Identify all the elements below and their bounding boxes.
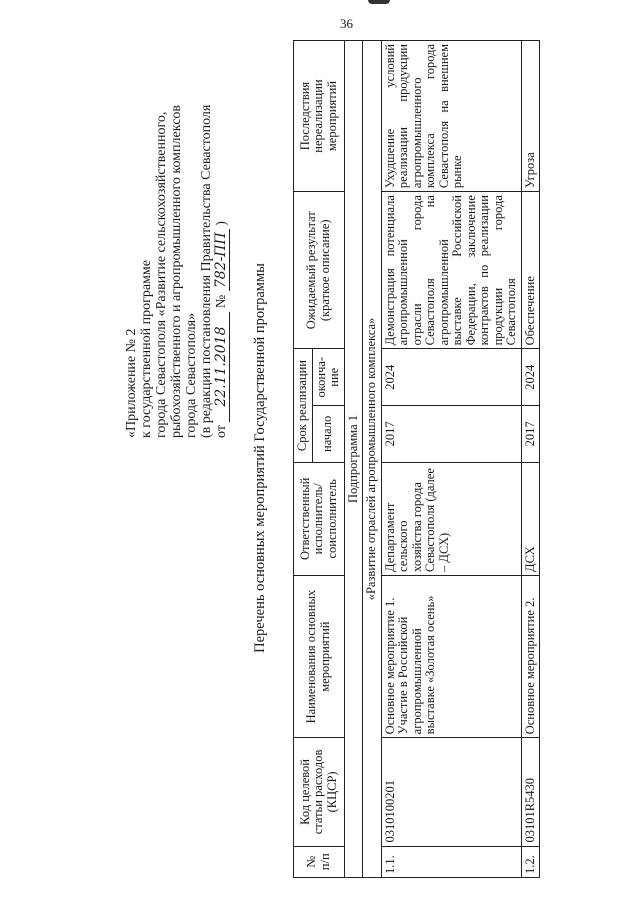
row-start: 2017 xyxy=(381,406,521,463)
table-row xyxy=(521,41,540,878)
table-title: Перечень основных мероприятий Государственной программы xyxy=(252,263,268,653)
header-name: Наименования основных мероприятий xyxy=(294,575,345,737)
subprogram-row xyxy=(344,41,363,878)
scan-artifact xyxy=(368,0,390,4)
rotated-document xyxy=(12,38,622,878)
header-result: Ожидаемый результат (краткое описание) xyxy=(294,192,345,349)
page-number: 36 xyxy=(340,16,353,31)
appendix-date-line xyxy=(214,105,230,438)
measures-table xyxy=(293,40,540,878)
appendix-header xyxy=(124,105,230,438)
appendix-line: рыбохозяйственного и агропромышленного комплексов xyxy=(169,104,184,438)
header-term: Срок реализации xyxy=(294,349,313,462)
row-responsible: Департамент сельского хозяйства города Севастополя (далее – ДСХ) xyxy=(381,462,521,575)
header-consequence: Последствия нереализации мероприятий xyxy=(294,41,345,192)
close-paren: ) xyxy=(214,221,229,226)
row-code: 0310100201 xyxy=(381,738,521,846)
number-prefix: № xyxy=(214,294,229,309)
row-num: 1.1. xyxy=(381,846,521,877)
row-code: 03101R5430 xyxy=(521,738,540,846)
subprogram-label: Подпрограмма 1 xyxy=(344,41,363,878)
row-result: Обеспечение xyxy=(521,192,540,349)
header-code: Код целевой статьи расходов (КЦСР) xyxy=(294,738,345,846)
row-consequence: Ухудшение условий реализации продукции агропромышленного комплекса города Севастополя на внешнем рынке xyxy=(381,41,521,192)
subprogram-name: «Развитие отраслей агропромышленного комплекса» xyxy=(363,41,382,878)
row-responsible: ДСХ xyxy=(521,462,540,575)
date-prefix: от xyxy=(214,425,229,438)
table-row xyxy=(381,41,521,878)
table-header-row xyxy=(294,41,313,878)
handwritten-date: 22.11.2018 xyxy=(214,312,230,422)
header-end: оконча-ние xyxy=(312,349,344,406)
row-name: Основное мероприятие 2. xyxy=(521,575,540,737)
header-start: начало xyxy=(312,406,344,463)
row-end: 2024 xyxy=(521,349,540,406)
appendix-line: города Севастополя «Развитие сельскохозяйственного, xyxy=(154,111,169,438)
row-consequence: Угроза xyxy=(521,41,540,192)
header-num: № п/п xyxy=(294,846,345,877)
row-result: Демонстрация потенциала агропромышленной отрасли города Севастополя на агропромышленной выставке Российской Федерации, заключение контрактов по реализации продукции города Севастополя xyxy=(381,192,521,349)
row-num: 1.2. xyxy=(521,846,540,877)
row-start: 2017 xyxy=(521,406,540,463)
appendix-line: города Севастополя» xyxy=(184,312,199,438)
row-name: Основное мероприятие 1. Участие в Российской агропромышленной выставке «Золотая осень» xyxy=(381,575,521,737)
header-responsible: Ответственный исполнитель/ соисполнитель xyxy=(294,462,345,575)
appendix-line: к государственной программе xyxy=(139,260,154,438)
appendix-line: «Приложение № 2 xyxy=(124,328,139,438)
appendix-line: (в редакции постановления Правительства Севастополя xyxy=(199,104,214,438)
handwritten-number: 782-ПП xyxy=(214,229,230,291)
row-end: 2024 xyxy=(381,349,521,406)
subprogram-name-row xyxy=(363,41,382,878)
